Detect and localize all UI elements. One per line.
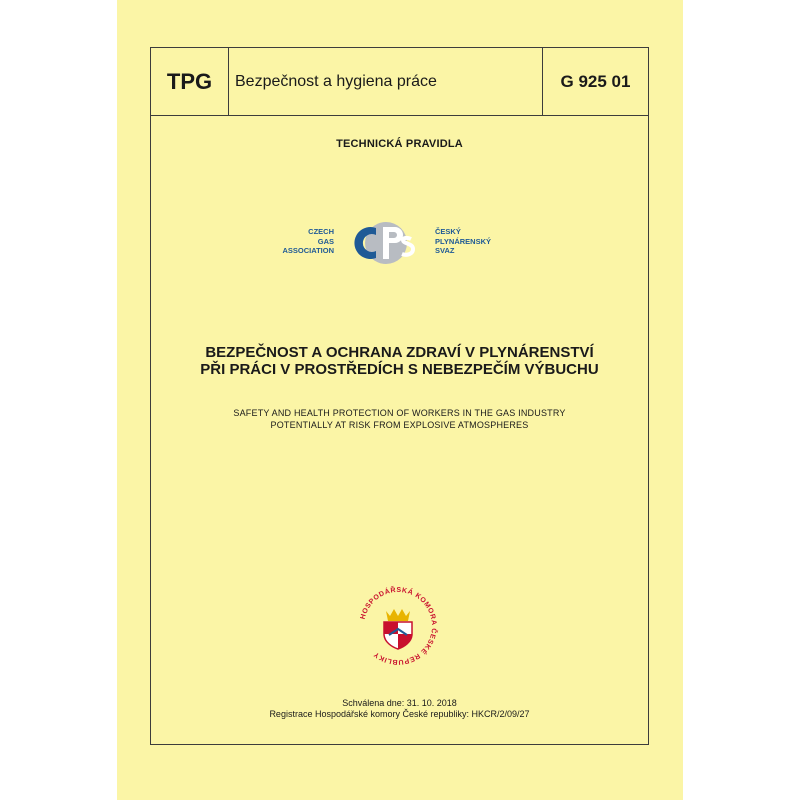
- chamber-of-commerce-seal-icon: [353, 581, 443, 671]
- document-cover: [117, 0, 683, 800]
- header-title: Bezpečnost a hygiena práce: [235, 72, 437, 90]
- cover-frame: [150, 47, 649, 745]
- standard-code: TPG: [151, 48, 229, 115]
- document-title-en: SAFETY AND HEALTH PROTECTION OF WORKERS IN THE GAS INDUSTRY POTENTIALLY AT RISK FROM EXPLOSIVE ATMOSPHERES: [233, 408, 566, 430]
- cps-emblem-icon: [336, 220, 430, 266]
- document-type: TECHNICKÁ PRAVIDLA: [336, 138, 463, 150]
- association-name-cz: ČESKÝ PLYNÁRENSKÝ SVAZ: [435, 227, 491, 255]
- approval-footer: [151, 698, 648, 720]
- header-bar: [151, 48, 648, 116]
- gas-association-logo: [151, 220, 648, 266]
- association-name-en: CZECH GAS ASSOCIATION: [282, 227, 334, 255]
- svg-text:HOSPODÁŘSKÁ KOMORA ČESKÉ REPUB: HOSPODÁŘSKÁ KOMORA ČESKÉ REPUBLIKY: [359, 586, 438, 666]
- standard-number: G 925 01: [542, 48, 648, 115]
- document-title-cz: BEZPEČNOST A OCHRANA ZDRAVÍ V PLYNÁRENSTVÍ PŘI PRÁCI V PROSTŘEDÍCH S NEBEZPEČÍM VÝBUCHU: [200, 344, 599, 378]
- approval-date: Schválena dne: 31. 10. 2018: [342, 698, 457, 708]
- registration-number: Registrace Hospodářské komory České republiky: HKCR/2/09/27: [269, 709, 530, 719]
